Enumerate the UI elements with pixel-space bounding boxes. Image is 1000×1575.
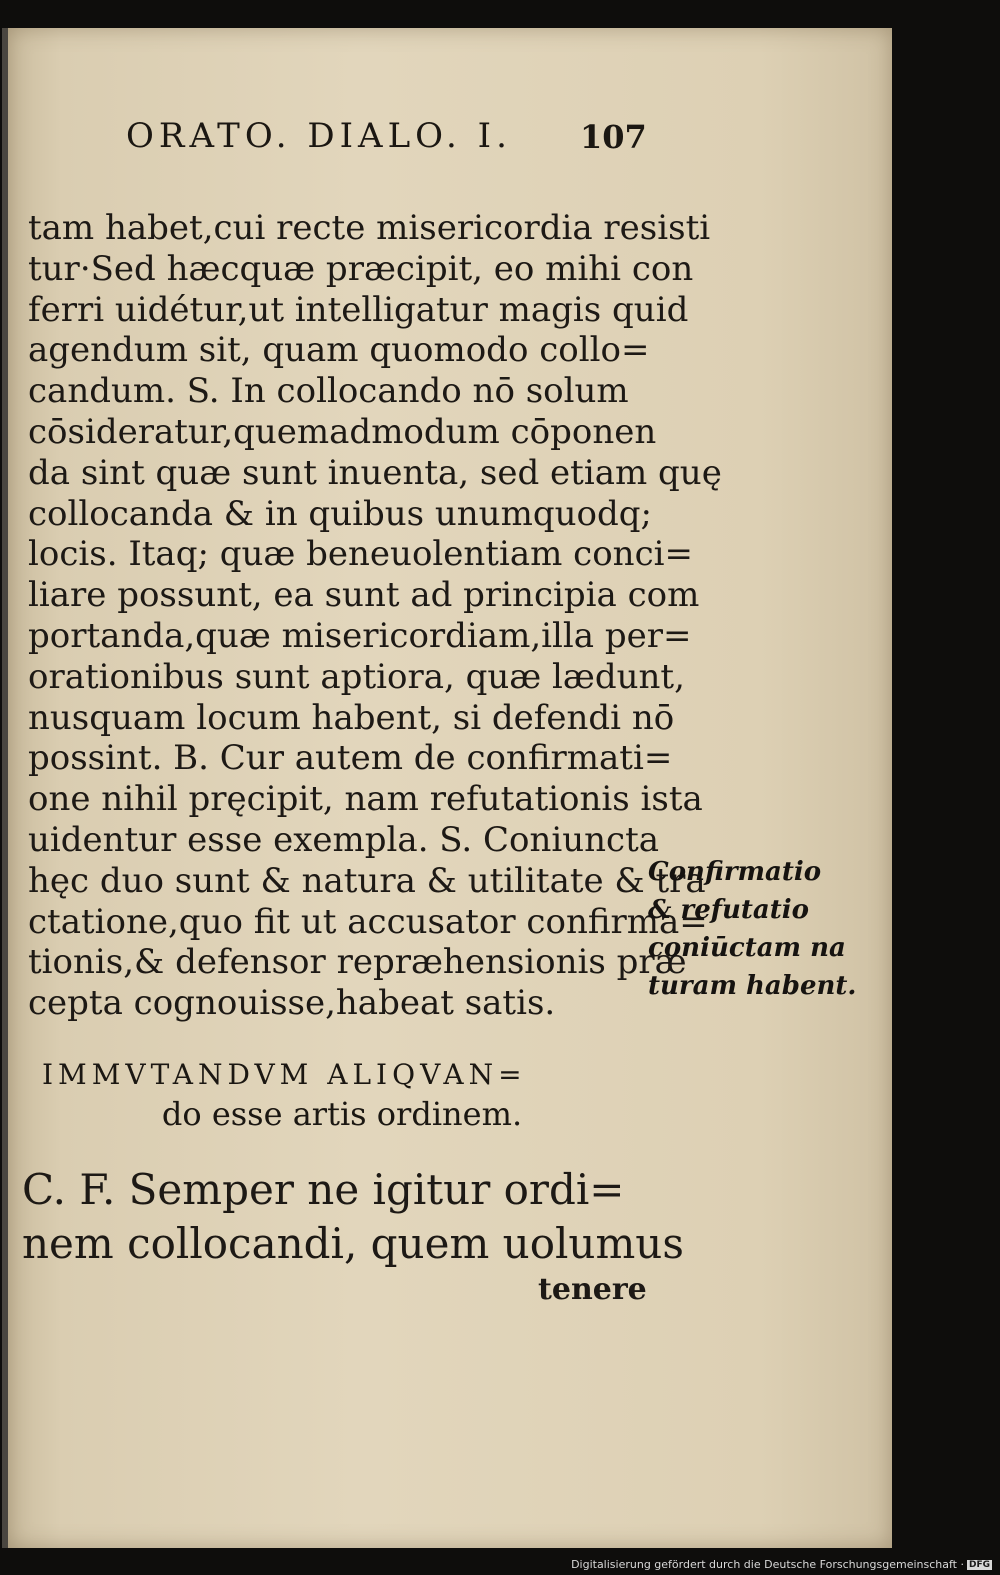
text-line: uidentur esse exempla. S. Coniuncta (28, 819, 660, 860)
text-line: cōsideratur,quemadmodum cōponen (28, 411, 657, 452)
main-text-block (28, 208, 722, 1024)
text-line: one nihil pręcipit, nam refutationis ista (28, 779, 703, 820)
text-line: da sint quæ sunt inuenta, sed etiam quę (28, 452, 722, 493)
text-line: locis. Itaq; quæ beneuolentiam conci= (28, 534, 693, 575)
text-line: hęc duo sunt & natura & utilitate & tra (28, 860, 706, 901)
marginal-note (648, 853, 856, 1005)
text-line: nusquam locum habent, si defendi nō (28, 697, 675, 738)
text-line: tam habet,cui recte misericordia resisti (28, 208, 711, 248)
section-heading (42, 1058, 642, 1133)
large-text-line: nem collocandi, quem uolumus (22, 1219, 684, 1268)
large-text-block (22, 1163, 684, 1271)
text-line: collocanda & in quibus unumquodq; (28, 493, 652, 534)
digitization-credit (571, 1558, 992, 1571)
text-line: candum. S. In collocando nō solum (28, 371, 629, 412)
marginal-note-line: Confirmatio (648, 857, 822, 887)
section-heading-caps: IMMVTANDVM ALIQVAN= (42, 1058, 527, 1091)
text-line: ferri uidétur,ut intelligatur magis quid (28, 289, 689, 330)
dfg-logo: DFG (968, 1560, 990, 1570)
text-line: possint. B. Cur autem de confirmati= (28, 738, 673, 779)
page-number: 107 (580, 118, 647, 156)
running-head-title: ORATO. DIALO. I. (126, 116, 512, 156)
text-line: portanda,quæ misericordiam,illa per= (28, 615, 692, 656)
text-line: orationibus sunt aptiora, quæ lædunt, (28, 656, 685, 697)
marginal-note-line: turam habent. (648, 971, 857, 1001)
marginal-note-line: & refutatio (648, 895, 809, 925)
text-line: tur·Sed hæcquæ præcipit, eo mihi con (28, 248, 694, 289)
text-line: agendum sit, quam quomodo collo= (28, 330, 650, 371)
text-line: ctatione,quo fit ut accusator confirma= (28, 901, 708, 942)
text-line: cepta cognouisse,habeat satis. (28, 983, 556, 1024)
text-line: liare possunt, ea sunt ad principia com (28, 575, 700, 616)
marginal-note-line: coniūctam na (648, 933, 846, 963)
large-text-line: C. F. Semper ne igitur ordi= (22, 1165, 625, 1214)
text-line: tionis,& defensor repræhensionis præ (28, 942, 687, 983)
book-page (2, 28, 892, 1548)
catchword: tenere (538, 1272, 647, 1307)
section-heading-subtitle: do esse artis ordinem. (161, 1095, 523, 1133)
credit-text: Digitalisierung gefördert durch die Deutsche Forschungsgemeinschaft · (571, 1558, 964, 1571)
